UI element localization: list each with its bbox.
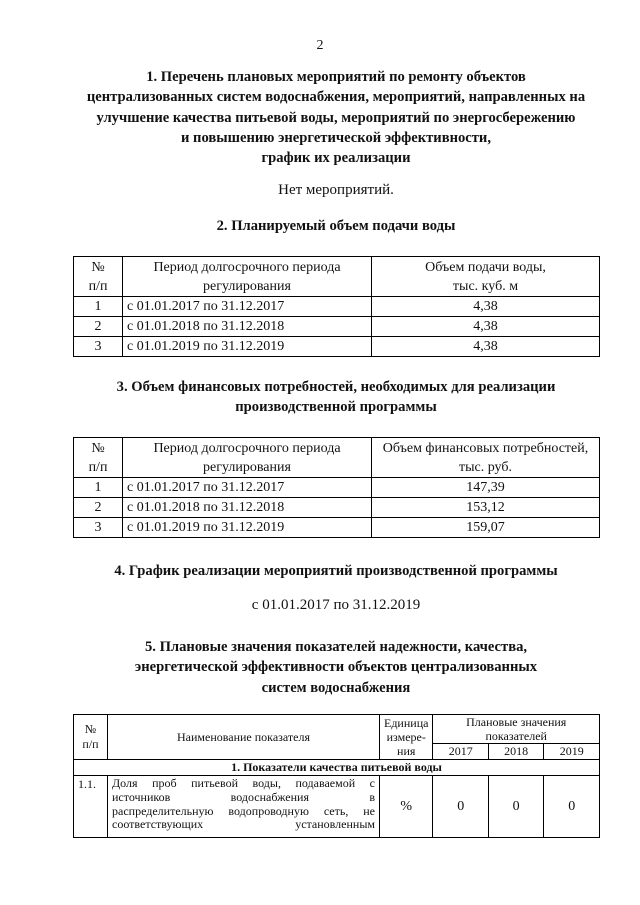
page-number: 2 — [316, 38, 324, 53]
header-text: регулирования — [203, 459, 291, 475]
header-text: Единица — [384, 716, 429, 730]
table-row — [74, 498, 600, 518]
header-value — [372, 438, 600, 478]
row-value: 4,38 — [372, 337, 600, 357]
section5-title-line: 5. Плановые значения показателей надежности, качества, — [144, 639, 528, 655]
table-row — [74, 337, 600, 357]
row-value: 147,39 — [372, 478, 600, 498]
word: с — [369, 776, 375, 790]
section1-title-line: график их реализации — [261, 150, 411, 167]
header-text: Период долгосрочного периода — [153, 440, 341, 456]
row-value-2019: 0 — [544, 776, 600, 838]
word: водопроводную — [228, 803, 309, 818]
word: проб — [152, 776, 177, 790]
header-text: регулирования — [203, 278, 291, 294]
word: воды, — [252, 776, 281, 790]
table-header-row — [74, 257, 600, 297]
row-num: 2 — [74, 498, 123, 518]
row-name-line — [112, 777, 375, 791]
row-period: с 01.01.2017 по 31.12.2017 — [123, 297, 372, 317]
row-num: 1.1. — [74, 776, 108, 838]
section1-title-line: централизованных систем водоснабжения, мероприятий, направленных на — [86, 89, 586, 106]
header-text: № — [91, 440, 105, 456]
table-row — [74, 776, 600, 838]
row-unit: % — [380, 776, 433, 838]
table-row — [74, 478, 600, 498]
row-value: 153,12 — [372, 498, 600, 518]
header-text: Объем финансовых потребностей, — [382, 440, 589, 456]
row-period: с 01.01.2018 по 31.12.2018 — [123, 498, 372, 518]
section3-title-line: производственной программы — [235, 399, 437, 416]
section5-title — [60, 637, 612, 698]
word: установленным — [295, 817, 375, 832]
header-text: ния — [397, 744, 416, 758]
row-value: 159,07 — [372, 518, 600, 538]
row-name-line — [112, 805, 375, 819]
header-num — [74, 257, 123, 297]
indicators-table — [73, 714, 600, 838]
row-period: с 01.01.2018 по 31.12.2018 — [123, 317, 372, 337]
word: распределительную — [112, 803, 214, 818]
row-num: 3 — [74, 337, 123, 357]
row-value: 4,38 — [372, 317, 600, 337]
word: подаваемой — [295, 776, 356, 790]
header-unit — [380, 715, 433, 760]
header-text: показателей — [485, 729, 547, 743]
header-period — [123, 438, 372, 478]
section4-title: 4. График реализации мероприятий производственной программы — [114, 563, 558, 579]
header-text: п/п — [82, 737, 99, 751]
word: водоснабжения — [230, 789, 309, 804]
row-period: с 01.01.2019 по 31.12.2019 — [123, 518, 372, 538]
row-name-line — [112, 791, 375, 805]
header-text: тыс. куб. м — [452, 278, 519, 294]
financial-needs-table — [73, 437, 600, 538]
header-text: Период долгосрочного периода — [153, 259, 341, 275]
section2-title: 2. Планируемый объем подачи воды — [216, 218, 456, 234]
header-text: измере- — [386, 730, 426, 744]
section5-title-line: систем водоснабжения — [261, 679, 411, 696]
word: питьевой — [191, 776, 239, 790]
word: не — [363, 803, 375, 818]
header-text: Объем подачи воды, — [425, 259, 546, 275]
header-period — [123, 257, 372, 297]
header-text: п/п — [88, 459, 108, 475]
header-text: п/п — [88, 278, 108, 294]
row-num: 2 — [74, 317, 123, 337]
header-year: 2017 — [433, 744, 488, 760]
section5-title-line: энергетической эффективности объектов централизованных — [134, 659, 538, 676]
water-supply-table — [73, 256, 600, 357]
header-text: № — [91, 259, 105, 275]
header-text: № — [84, 722, 97, 736]
section1-title-line: 1. Перечень плановых мероприятий по ремонту объектов — [146, 69, 526, 85]
table-row — [74, 317, 600, 337]
header-year: 2018 — [488, 744, 543, 760]
row-value-2018: 0 — [488, 776, 543, 838]
table-row — [74, 518, 600, 538]
table-subheader-row — [74, 760, 600, 776]
section1-body: Нет мероприятий. — [278, 182, 394, 198]
header-text: тыс. руб. — [459, 459, 512, 475]
row-num: 3 — [74, 518, 123, 538]
row-num: 1 — [74, 297, 123, 317]
table-header-row — [74, 715, 600, 744]
header-text: Плановые значения — [466, 715, 567, 729]
row-period: с 01.01.2019 по 31.12.2019 — [123, 337, 372, 357]
subheader-text: 1. Показатели качества питьевой воды — [74, 760, 600, 776]
section4-period: с 01.01.2017 по 31.12.2019 — [251, 597, 421, 613]
header-value — [372, 257, 600, 297]
word: Доля — [112, 776, 138, 790]
table-header-row — [74, 438, 600, 478]
section1-title — [60, 67, 612, 168]
row-name-line — [112, 818, 375, 832]
header-planned — [433, 715, 600, 744]
section3-title-line: 3. Объем финансовых потребностей, необходимых для реализации — [116, 379, 556, 395]
section1-title-line: и повышению энергетической эффективности, — [181, 129, 491, 146]
word: сеть, — [323, 803, 349, 818]
word: соответствующих — [112, 817, 204, 832]
header-year: 2019 — [544, 744, 600, 760]
header-num — [74, 715, 108, 760]
section1-title-line: улучшение качества питьевой воды, мероприятий по энергосбережению — [96, 109, 576, 126]
row-num: 1 — [74, 478, 123, 498]
word: источников — [112, 789, 171, 804]
table-row — [74, 297, 600, 317]
row-period: с 01.01.2017 по 31.12.2017 — [123, 478, 372, 498]
row-value-2017: 0 — [433, 776, 488, 838]
header-name: Наименование показателя — [108, 715, 380, 760]
row-value: 4,38 — [372, 297, 600, 317]
row-name — [108, 776, 380, 838]
section3-title — [60, 377, 612, 418]
word: в — [369, 789, 375, 804]
header-num — [74, 438, 123, 478]
